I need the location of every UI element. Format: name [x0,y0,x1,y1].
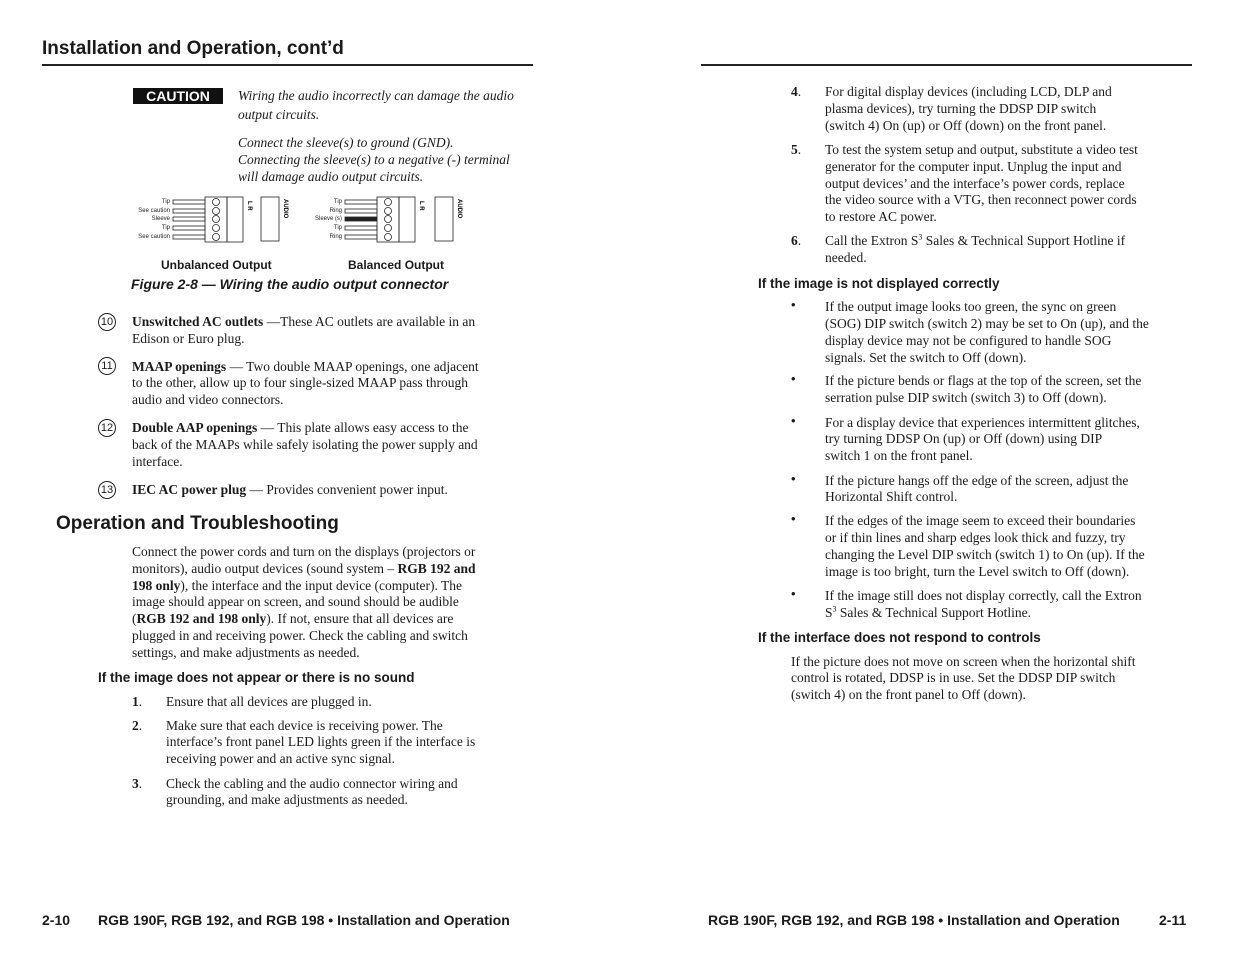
step-line: to restore AC power. [825,209,937,224]
bullet-line: switch 1 on the front panel. [825,448,973,463]
step-line: the video source with a VTG, then reconnect power cords [825,192,1137,207]
bullet-line: If the output image looks too green, the sync on green [825,299,1117,314]
bullet-line: display device may not be configured to handle SOG [825,333,1112,348]
balanced-pin-label: Ring [329,208,342,214]
intro-line: settings, and make adjustments as needed. [132,645,360,660]
bullet-line: If the picture hangs off the edge of the screen, adjust the [825,473,1129,488]
controls-line: If the picture does not move on screen when the horizontal shift [791,654,1136,669]
bullet-dot: • [791,471,796,486]
audio-wiring-diagram [128,193,478,245]
step-line: Make sure that each device is receiving power. The [166,718,443,733]
bullet-dot: • [791,297,796,312]
step-line: needed. [825,250,867,265]
figure-caption: Figure 2-8 — Wiring the audio output connector [131,276,449,292]
step-number: 5. [791,142,802,157]
unbalanced-output-label: Unbalanced Output [161,258,272,272]
controls-line: control is rotated, DDSP is in use. Set the DDSP DIP switch [791,670,1116,685]
bullet-line: changing the Level DIP switch (switch 1) to On (up). If the [825,547,1145,562]
footer-title: RGB 190F, RGB 192, and RGB 198 • Installation and Operation [708,912,1120,928]
bullet-line: serration pulse DIP switch (switch 3) to Off (down). [825,390,1107,405]
bullet-line: Horizontal Shift control. [825,489,958,504]
step-line: interface’s front panel LED lights green if the interface is [166,734,476,749]
footer-page-number: 2-10 [42,912,71,928]
bullet-line: image is too bright, turn the Level switch to Off (down). [825,564,1130,579]
callout-number: 12 [98,419,116,437]
bullet-line: If the edges of the image seem to exceed their boundaries [825,513,1136,528]
subheading-no-response: If the interface does not respond to controls [758,630,1041,645]
step-line: (switch 4) On (up) or Off (down) on the front panel. [825,118,1107,133]
bullet-dot: • [791,511,796,526]
item-unswitched-outlets: Unswitched AC outlets —These AC outlets are available in an [132,314,476,329]
controls-line: (switch 4) on the front panel to Off (down). [791,687,1026,702]
bullet-line: try turning DDSP On (up) or Off (down) using DIP [825,431,1103,446]
bullet-line: (SOG) DIP switch (switch 2) may be set to On (up), and the [825,316,1149,331]
bullet-dot: • [791,413,796,428]
step-line: To test the system setup and output, substitute a video test [825,142,1138,157]
caution-badge: CAUTION [133,88,223,104]
unbalanced-pin-label: Sleeve [151,216,170,222]
bullet-line: or if thin lines and sharp edges look thick and fuzzy, try [825,530,1126,545]
caution-text-1a: Wiring the audio incorrectly can damage the audio [238,88,514,103]
step-number: 1. [132,694,143,709]
caution-text-2a: Connect the sleeve(s) to ground (GND). [238,135,454,150]
step-line: For digital display devices (including LCD, DLP and [825,84,1112,99]
callout-number: 10 [98,313,116,331]
title-rule [42,64,533,66]
item-line: back of the MAAPs while safely isolating the power supply and [132,437,478,452]
intro-line: Connect the power cords and turn on the displays (projectors or [132,544,476,559]
connector-lr-label: L R [246,201,252,211]
callout-number: 11 [98,357,116,375]
intro-line: image should appear on screen, and sound should be audible [132,594,459,609]
bullet-line: signals. Set the switch to Off (down). [825,350,1027,365]
unbalanced-pin-label: Tip [161,225,170,231]
caution-text-1b: output circuits. [238,107,320,122]
step-line: plasma devices), try turning the DDSP DIP switch [825,101,1097,116]
item-line: to the other, allow up to four single-sized MAAP pass through [132,375,469,390]
page-title: Installation and Operation, cont’d [42,38,344,59]
bullet-dot: • [791,371,796,386]
section-heading: Operation and Troubleshooting [56,513,339,534]
bullet-line: For a display device that experiences intermittent glitches, [825,415,1140,430]
header-rule [701,64,1192,66]
footer-page-number: 2-11 [1159,912,1187,928]
step-number: 3. [132,776,143,791]
step-number: 6. [791,233,802,248]
unbalanced-pin-label: See caution [138,208,170,214]
balanced-pin-label: Ring [329,234,342,240]
balanced-pin-label: Sleeve (s) [314,216,342,222]
intro-line: monitors), audio output devices (sound system – RGB 192 and [132,561,476,576]
step-line: Call the Extron $S^3$ Sales & Technical Support Hotline if [825,232,1126,248]
step-line: generator for the computer input. Unplug the input and [825,159,1122,174]
bullet-line: $S^3$ Sales & Technical Support Hotline. [825,604,1032,620]
intro-line: plugged in and receiving power. Check the cabling and switch [132,628,468,643]
connector-audio-label: AUDIO [282,199,288,219]
item-iec-plug: IEC AC power plug — Provides convenient power input. [132,482,448,497]
item-line: audio and video connectors. [132,392,284,407]
balanced-output-label: Balanced Output [348,258,445,272]
unbalanced-pin-label: Tip [161,199,170,205]
step-line: output devices’ and the interface’s power cords, replace [825,176,1125,191]
callout-number: 13 [98,481,116,499]
intro-line: (RGB 192 and 198 only). If not, ensure that all devices are [132,611,454,626]
connector-lr-label: L R [418,201,424,211]
item-line: interface. [132,454,183,469]
step-line: Check the cabling and the audio connector wiring and [166,776,458,791]
subheading-no-sound: If the image does not appear or there is no sound [98,670,415,685]
step-line: grounding, and make adjustments as needed. [166,792,408,807]
bullet-line: If the picture bends or flags at the top of the screen, set the [825,373,1142,388]
unbalanced-pin-label: See caution [138,234,170,240]
step-number: 4. [791,84,802,99]
item-double-aap: Double AAP openings — This plate allows easy access to the [132,420,469,435]
item-maap-openings: MAAP openings — Two double MAAP openings, one adjacent [132,359,479,374]
step-line: Ensure that all devices are plugged in. [166,694,372,709]
balanced-pin-label: Tip [333,225,342,231]
item-line: Edison or Euro plug. [132,331,245,346]
subheading-not-displayed: If the image is not displayed correctly [758,276,1000,291]
step-line: receiving power and an active sync signal. [166,751,396,766]
connector-audio-label: AUDIO [456,199,462,219]
caution-text-2c: will damage audio output circuits. [238,169,424,184]
footer-title: RGB 190F, RGB 192, and RGB 198 • Installation and Operation [98,912,510,928]
step-number: 2. [132,718,143,733]
balanced-pin-label: Tip [333,199,342,205]
bullet-line: If the image still does not display correctly, call the Extron [825,588,1142,603]
caution-text-2b: Connecting the sleeve(s) to a negative (-) terminal [238,152,510,167]
bullet-dot: • [791,586,796,601]
intro-line: 198 only), the interface and the input device (computer). The [132,578,463,593]
